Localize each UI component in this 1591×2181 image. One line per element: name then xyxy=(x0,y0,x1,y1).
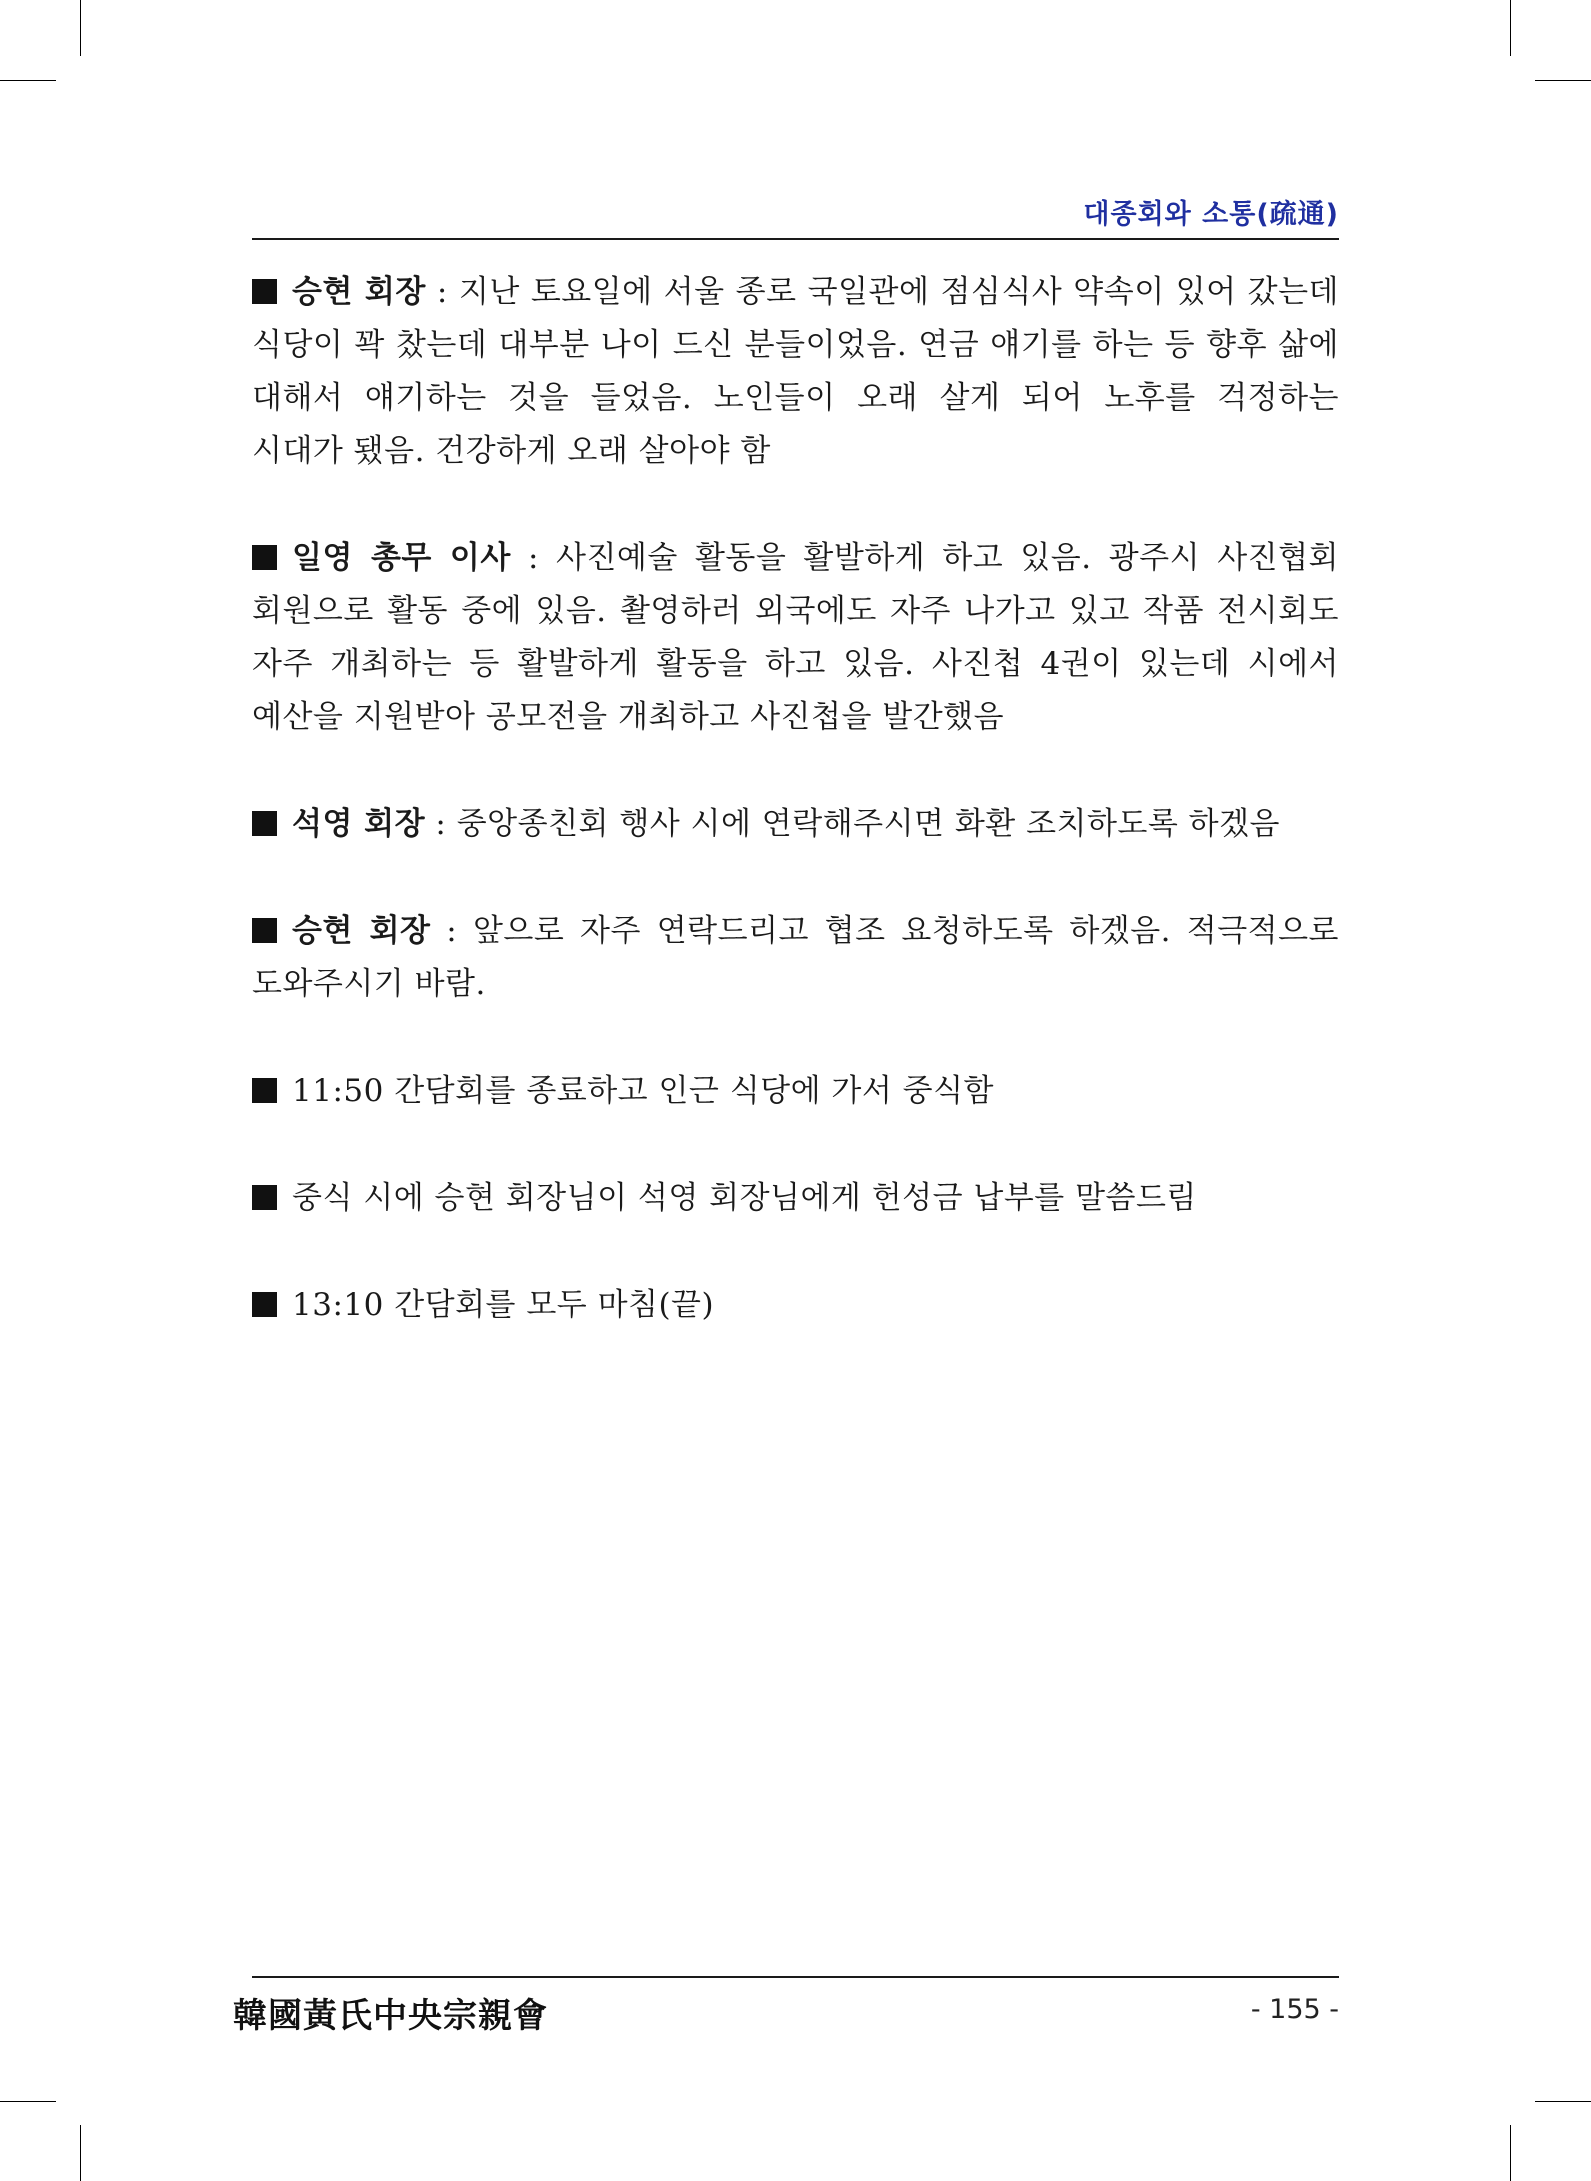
crop-mark xyxy=(1535,80,1591,81)
crop-mark xyxy=(80,0,81,56)
crop-mark xyxy=(0,2101,56,2102)
running-header: 대종회와 소통(疏通) xyxy=(1083,199,1339,230)
footer-rule xyxy=(252,1976,1339,1978)
crop-mark xyxy=(80,2125,81,2181)
speaker-name: 석영 회장 xyxy=(292,806,426,842)
square-bullet-icon xyxy=(252,1078,277,1103)
paragraph xyxy=(252,905,1339,1011)
speaker-name: 승현 회장 xyxy=(292,913,431,949)
page-body xyxy=(252,266,1339,1363)
square-bullet-icon xyxy=(252,811,277,836)
speaker-name: 일영 총무 이사 xyxy=(292,540,511,576)
crop-mark xyxy=(1510,0,1511,56)
square-bullet-icon xyxy=(252,1185,277,1210)
square-bullet-icon xyxy=(252,1292,277,1317)
crop-mark xyxy=(0,80,56,81)
crop-mark xyxy=(1535,2101,1591,2102)
paragraph xyxy=(252,532,1339,744)
square-bullet-icon xyxy=(252,918,277,943)
organization-name: 韓國黃氏中央宗親會 xyxy=(233,1996,548,2036)
header-rule xyxy=(252,238,1339,240)
square-bullet-icon xyxy=(252,279,277,304)
paragraph-text: : 중앙종친회 행사 시에 연락해주시면 화환 조치하도록 하겠음 xyxy=(425,806,1281,842)
page-number: - 155 - xyxy=(1250,1994,1339,2025)
paragraph xyxy=(252,798,1339,851)
paragraph-text: : 지난 토요일에 서울 종로 국일관에 점심식사 약속이 있어 갔는데 식당이 꽉 찼는데 대부분 나이 드신 분들이었음. 연금 얘기를 하는 등 향후 삶에 대해서 얘기하는 것을 들었음. 노인들이 오래 살게 되어 노후를 걱정하는 시대가 됐음. 건강하게 오래 살아야 함 xyxy=(252,274,1340,469)
speaker-name: 승현 회장 xyxy=(292,274,426,310)
paragraph xyxy=(252,1172,1339,1225)
crop-mark xyxy=(1510,2125,1511,2181)
paragraph-text: 13:10 간담회를 모두 마침(끝) xyxy=(292,1287,715,1323)
paragraph-text: 중식 시에 승현 회장님이 석영 회장님에게 헌성금 납부를 말씀드림 xyxy=(292,1180,1197,1216)
paragraph xyxy=(252,1279,1339,1332)
square-bullet-icon xyxy=(252,545,277,570)
paragraph xyxy=(252,1065,1339,1118)
paragraph-text: : 앞으로 자주 연락드리고 협조 요청하도록 하겠음. 적극적으로 도와주시기 바람. xyxy=(252,913,1339,1002)
paragraph-text: : 사진예술 활동을 활발하게 하고 있음. 광주시 사진협회 회원으로 활동 중에 있음. 촬영하러 외국에도 자주 나가고 있고 작품 전시회도 자주 개최하는 등 활발하게 활동을 하고 있음. 사진첩 4권이 있는데 시에서 예산을 지원받아 공모전을 개최하고 사진첩을 발간했음 xyxy=(252,540,1339,735)
paragraph-text: 11:50 간담회를 종료하고 인근 식당에 가서 중식함 xyxy=(292,1073,994,1109)
paragraph xyxy=(252,266,1339,478)
